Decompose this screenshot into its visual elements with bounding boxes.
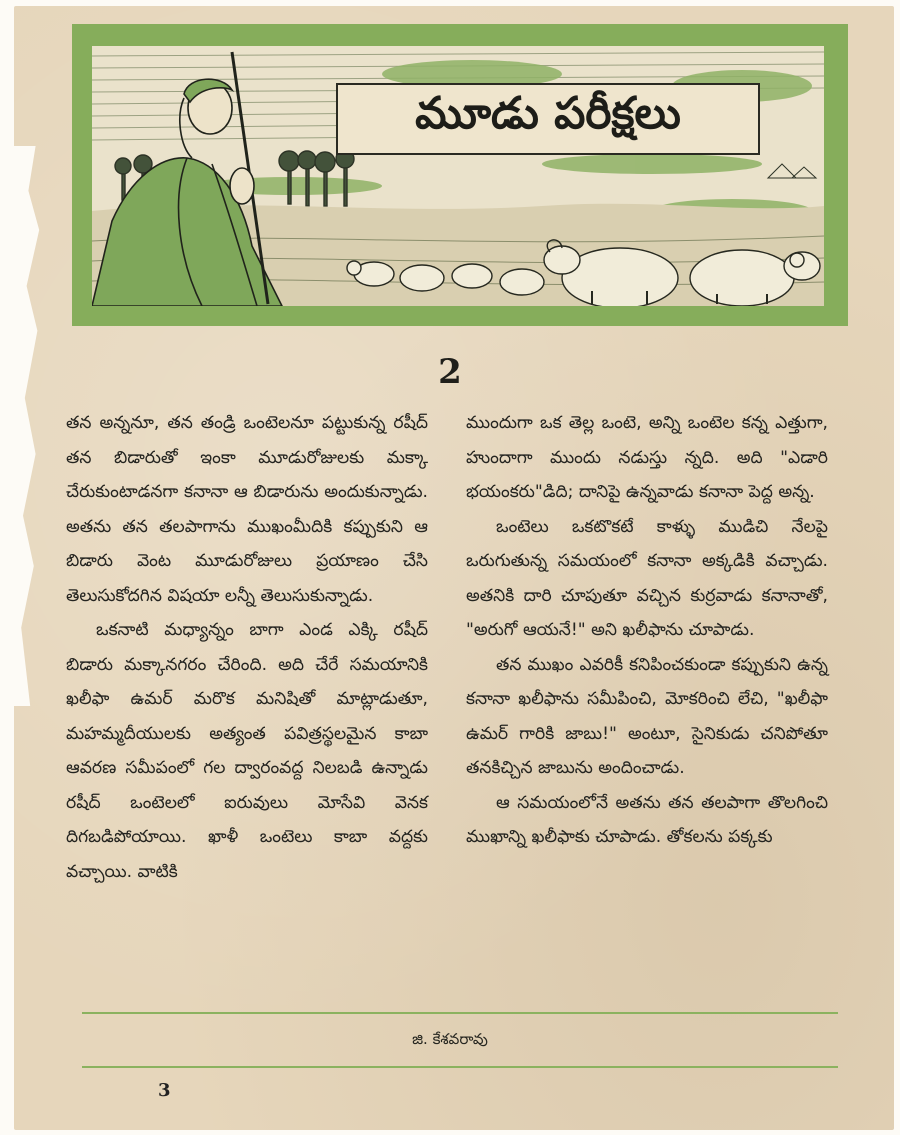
divider-top: [82, 1012, 838, 1014]
left-column: [66, 406, 428, 889]
title-box: [336, 83, 760, 155]
right-column: [466, 406, 828, 855]
divider-bottom: [82, 1066, 838, 1068]
torn-edge: [14, 146, 50, 706]
paragraph: తన ముఖం ఎవరికీ కనిపించకుండా కప్పుకుని ఉన్న కనానా ఖలీఫాను సమీపించి, మోకరించి లేచి, "ఖలీఫా ఉమర్ గారికి జాబు!" అంటూ, సైనికుడు చనిపోతూ తనకిచ్చిన జాబును అందించాడు.: [466, 654, 828, 778]
paragraph: ఒంటెలు ఒకటొకటే కాళ్ళు ముడిచి నేలపై ఒరుగుతున్న సమయంలో కనానా అక్కడికి వచ్చాడు. అతనికి దారి చూపుతూ వచ్చిన కుర్రవాడు కనానాతో, "అరుగో ఆయనే!" అని ఖలీఫాను చూపాడు.: [466, 516, 828, 640]
page-number: 3: [158, 1080, 171, 1101]
chapter-number: 2: [438, 352, 462, 392]
paragraph: ఆ సమయంలోనే అతను తన తలపాగా తొలగించి ముఖాన్ని ఖలీఫాకు చూపాడు. తోకలను పక్కకు: [466, 792, 828, 847]
paragraph: తన అన్ననూ, తన తండ్రి ఒంటెలనూ పట్టుకున్న రషీద్ తన బిడారుతో ఇంకా మూడురోజులకు మక్కా చేరుకుంటాడనగా కనానా ఆ బిడారును అందుకున్నాడు. అతను తన తలపాగాను ముఖంమీదికి కప్పుకుని ఆ బిడారు వెంట మూడురోజులు ప్రయాణం చేసి తెలుసుకోదగిన విషయా లన్నీ తెలుసుకున్నాడు.: [66, 413, 428, 606]
paragraph: ముందుగా ఒక తెల్ల ఒంటె, అన్ని ఒంటెల కన్న ఎత్తుగా, హుందాగా ముందు నడుస్తు న్నది. అది "ఎడారి భయంకరు"డిది; దానిపై ఉన్నవాడు కనానా పెద్ద అన్న.: [466, 413, 828, 502]
header-illustration: [72, 24, 848, 326]
author-credit: జి. కేశవరావు: [412, 1030, 488, 1048]
paragraph: ఒకనాటి మధ్యాన్నం బాగా ఎండ ఎక్కి రషీద్ బిడారు మక్కానగరం చేరింది. అది చేరే సమయానికి ఖలీఫా ఉమర్ మరొక మనిషితో మాట్లాడుతూ, మహమ్మదీయులకు అత్యంత పవిత్రస్థలమైన కాబా ఆవరణ సమీపంలో గల ద్వారంవద్ద నిలబడి ఉన్నాడు రషీద్ ఒంటెలలో ఐరువులు మోసేవి వెనక దిగబడిపోయాయి. ఖాళీ ఒంటెలు కాబా వద్దకు వచ్చాయి. వాటికి: [66, 620, 428, 882]
story-title: మూడు పరీక్షలు: [415, 88, 681, 139]
